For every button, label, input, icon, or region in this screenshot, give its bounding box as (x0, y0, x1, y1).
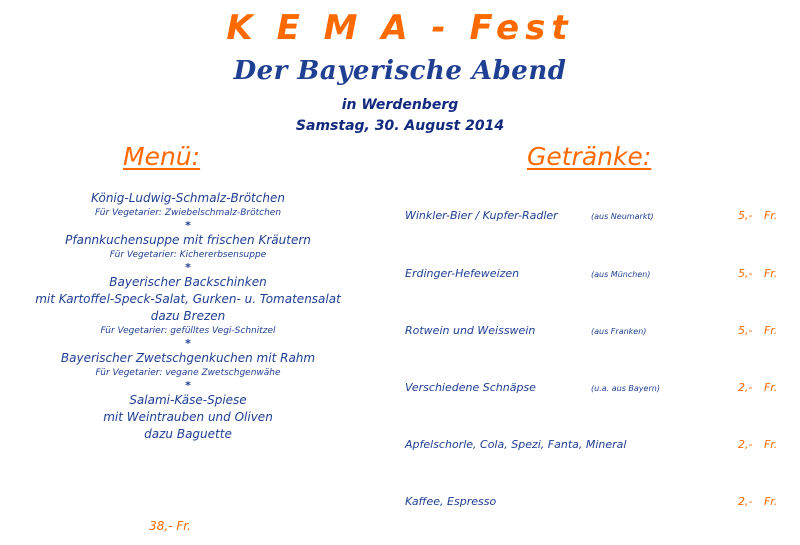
menu-vegetarian-option: Für Vegetarier: Zwiebelschmalz-Brötchen (94, 208, 282, 218)
drinks-heading: Getränke: (527, 142, 652, 171)
menu-separator: * (185, 261, 191, 274)
drink-row (405, 267, 800, 285)
drink-price: 5,- Fr. (738, 209, 778, 222)
event-location: in Werdenberg (341, 97, 459, 113)
drink-name: Kaffee, Espresso (405, 495, 497, 508)
drink-name: Rotwein und Weisswein (405, 324, 536, 337)
menu-dish: mit Kartoffel-Speck-Salat, Gurken- u. Tomatensalat (35, 292, 341, 306)
menu-heading: Menü: (123, 142, 201, 171)
drink-row (405, 209, 800, 227)
drink-row (405, 438, 800, 456)
drink-name: Erdinger-Hefeweizen (405, 267, 520, 280)
menu-dish: dazu Baguette (144, 427, 232, 441)
menu-dish: dazu Brezen (150, 309, 226, 323)
drink-origin: (aus Neumarkt) (591, 212, 654, 221)
menu-vegetarian-option: Für Vegetarier: vegane Zwetschgenwähe (95, 368, 281, 378)
drink-row (405, 381, 800, 399)
menu-dish: Pfannkuchensuppe mit frischen Kräutern (65, 233, 311, 247)
drink-price: 5,- Fr. (738, 267, 778, 280)
menu-list (0, 190, 376, 443)
menu-dish: König-Ludwig-Schmalz-Brötchen (91, 191, 285, 205)
menu-dish: Salami-Käse-Spiese (129, 393, 247, 407)
drink-origin: (aus Franken) (591, 327, 647, 336)
drink-row (405, 495, 800, 513)
menu-separator: * (185, 379, 191, 392)
drink-row (405, 324, 800, 342)
menu-separator: * (185, 337, 191, 350)
drink-name: Verschiedene Schnäpse (405, 381, 536, 394)
drink-price: 2,- Fr. (738, 495, 778, 508)
menu-vegetarian-option: Für Vegetarier: Kichererbsensuppe (109, 250, 267, 260)
menu-separator: * (185, 219, 191, 232)
menu-vegetarian-option: Für Vegetarier: gefülltes Vegi-Schnitzel (100, 326, 276, 336)
drink-name: Apfelschorle, Cola, Spezi, Fanta, Mineral (405, 438, 627, 451)
drink-price: 5,- Fr. (738, 324, 778, 337)
drink-origin: (u.a. aus Bayern) (591, 384, 660, 393)
drink-name: Winkler-Bier / Kupfer-Radler (405, 209, 558, 222)
event-subtitle: Der Bayerische Abend (233, 56, 567, 86)
drink-price: 2,- Fr. (738, 438, 778, 451)
drink-price: 2,- Fr. (738, 381, 778, 394)
menu-dish: Bayerischer Zwetschgenkuchen mit Rahm (60, 351, 316, 365)
drink-origin: (aus München) (591, 270, 651, 279)
menu-dish: mit Weintrauben und Oliven (103, 410, 273, 424)
menu-dish: Bayerischer Backschinken (109, 275, 267, 289)
menu-price: 38,- Fr. (149, 519, 191, 533)
event-title: K E M A - Fest (226, 8, 574, 48)
event-date: Samstag, 30. August 2014 (295, 118, 505, 134)
